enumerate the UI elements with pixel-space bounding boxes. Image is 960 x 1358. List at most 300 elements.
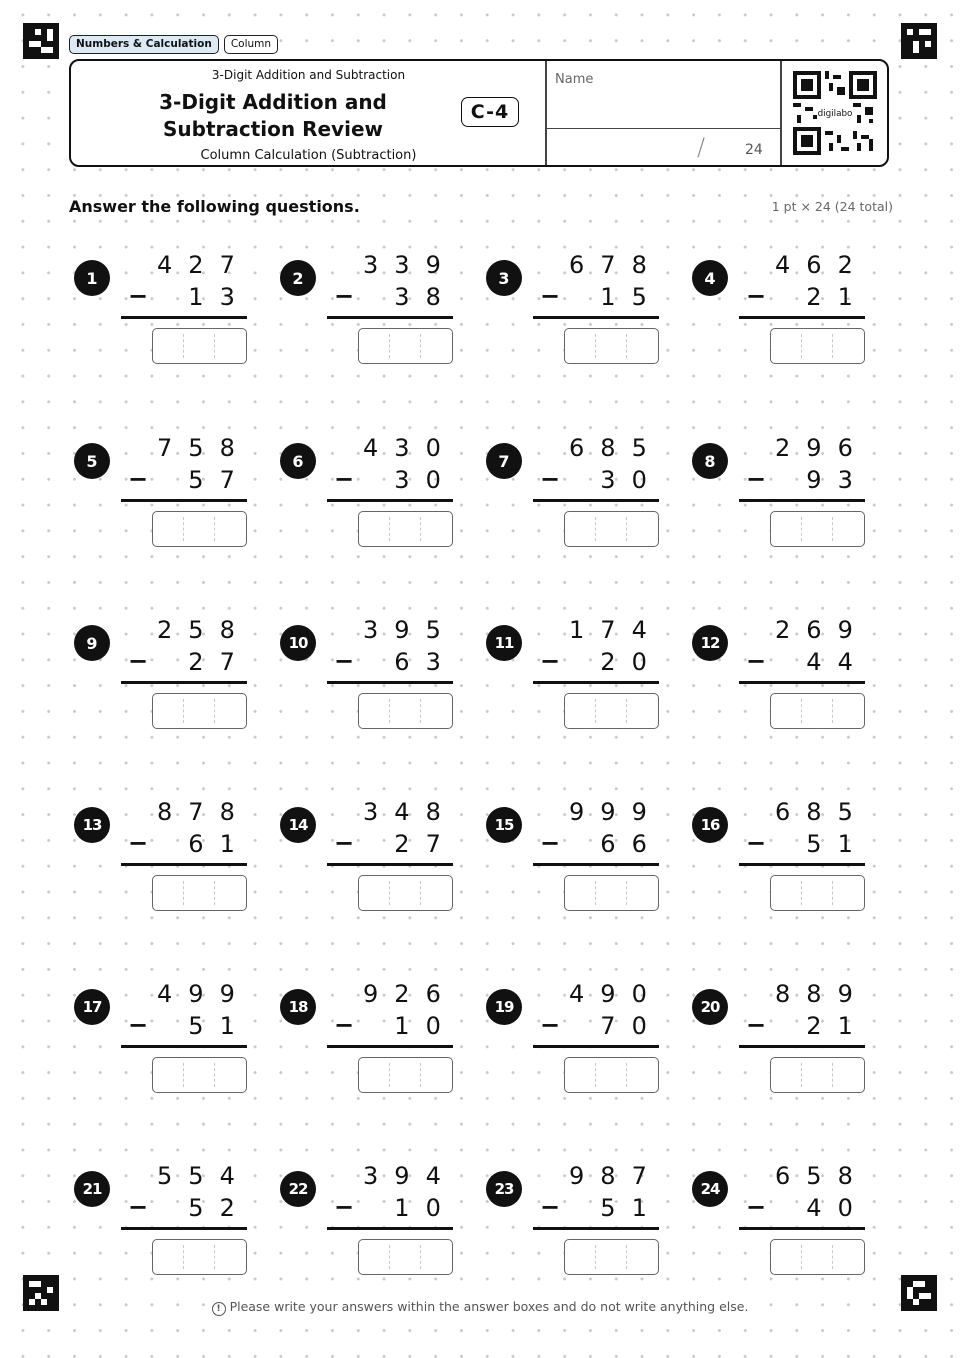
calculation-rule [121,863,247,866]
minuend [767,1160,861,1192]
digit: 1 [188,283,204,311]
minuend [355,249,449,281]
minuend [561,249,655,281]
digit: 0 [631,1012,647,1040]
answer-box[interactable] [152,875,247,911]
digit: 3 [394,283,410,311]
name-field-label: Name [555,72,594,87]
minus-sign: − [334,1011,355,1039]
digit: 3 [837,466,853,494]
qr-caption: digilabo [817,109,853,120]
subtrahend [767,1010,861,1042]
digit: 0 [631,466,647,494]
digit: 7 [219,648,235,676]
instructions: Answer the following questions. [69,197,364,216]
calculation-rule [533,681,659,684]
worksheet-code-badge: C-4 [461,97,519,127]
digit: 8 [600,1162,616,1190]
problem-number: 20 [692,989,728,1025]
subtrahend [561,281,655,313]
subtrahend [355,828,449,860]
problem-number: 2 [280,260,316,296]
answer-box[interactable] [358,1239,453,1275]
answer-box[interactable] [358,1057,453,1093]
subtrahend [355,464,449,496]
digit: 9 [837,616,853,644]
digit: 7 [219,466,235,494]
digit: 0 [631,980,647,1008]
digit: 9 [631,798,647,826]
answer-box[interactable] [358,693,453,729]
digit: 0 [425,434,441,462]
calculation-rule [739,863,865,866]
digit: 6 [837,434,853,462]
answer-box[interactable] [152,511,247,547]
answer-box[interactable] [358,875,453,911]
digit: 1 [837,283,853,311]
answer-box[interactable] [564,328,659,364]
digit: 6 [394,648,410,676]
calculation-rule [327,1227,453,1230]
digit: 6 [631,830,647,858]
digit: 9 [600,980,616,1008]
problem-number: 3 [486,260,522,296]
subtrahend [149,828,243,860]
digit: 6 [806,251,822,279]
calculation-rule [739,499,865,502]
digit: 1 [837,830,853,858]
digit: 9 [837,980,853,1008]
minuend [149,614,243,646]
digit: 2 [188,251,204,279]
digit: 4 [219,1162,235,1190]
calculation-rule [121,1045,247,1048]
problem-number: 19 [486,989,522,1025]
digit: 9 [219,980,235,1008]
digit: 6 [806,616,822,644]
digit: 0 [425,1194,441,1222]
digit: 2 [157,616,173,644]
answer-box[interactable] [770,693,865,729]
minuend [149,432,243,464]
minus-sign: − [128,1011,149,1039]
minus-sign: − [540,1193,561,1221]
minuend [767,978,861,1010]
problem-16 [687,796,887,916]
name-field-line [546,128,780,129]
minus-sign: − [746,1193,767,1221]
digit: 5 [806,1162,822,1190]
digit: 8 [157,798,173,826]
digit: 9 [569,798,585,826]
minus-sign: − [128,465,149,493]
digit: 8 [425,283,441,311]
digit: 9 [600,798,616,826]
digit: 6 [569,251,585,279]
subtrahend [561,1192,655,1224]
digit: 5 [157,1162,173,1190]
digit: 9 [363,980,379,1008]
problem-13 [69,796,269,916]
minuend [355,1160,449,1192]
problem-22 [275,1160,475,1280]
digit: 3 [394,251,410,279]
digit: 9 [806,434,822,462]
problem-21 [69,1160,269,1280]
problem-number: 17 [74,989,110,1025]
answer-box[interactable] [152,328,247,364]
problem-number: 23 [486,1171,522,1207]
calculation-rule [739,316,865,319]
problem-18 [275,978,475,1098]
digit: 7 [219,251,235,279]
score-slash: / [697,133,706,161]
registration-marker-top-left [23,23,59,59]
minuend [149,978,243,1010]
problem-number: 21 [74,1171,110,1207]
digit: 5 [806,830,822,858]
answer-box[interactable] [564,875,659,911]
problem-9 [69,614,269,734]
digit: 8 [775,980,791,1008]
problem-number: 7 [486,443,522,479]
digit: 0 [631,648,647,676]
subtrahend [355,1192,449,1224]
header-subtitle: 3-Digit Addition and Subtraction [211,68,406,82]
minuend [355,978,449,1010]
calculation-rule [121,681,247,684]
digit: 6 [775,798,791,826]
problem-number: 18 [280,989,316,1025]
subtrahend [561,464,655,496]
answer-box[interactable] [770,1239,865,1275]
digit: 7 [188,798,204,826]
calculation-rule [327,316,453,319]
problem-11 [481,614,681,734]
minuend [149,796,243,828]
digit: 8 [219,434,235,462]
problem-number: 16 [692,807,728,843]
digit: 2 [188,648,204,676]
problem-number: 6 [280,443,316,479]
digit: 6 [569,434,585,462]
calculation-rule [121,316,247,319]
problem-number: 8 [692,443,728,479]
digit: 8 [600,434,616,462]
subtrahend [767,1192,861,1224]
subtrahend [561,1010,655,1042]
digit: 9 [394,616,410,644]
digit: 1 [219,830,235,858]
digit: 5 [188,616,204,644]
minus-sign: − [334,282,355,310]
digit: 7 [600,251,616,279]
digit: 5 [188,1194,204,1222]
warning-icon: ! [212,1302,226,1316]
calculation-rule [121,499,247,502]
footer-note [0,1299,960,1316]
subtrahend [149,646,243,678]
digit: 4 [775,251,791,279]
problem-number: 24 [692,1171,728,1207]
problem-1 [69,249,269,369]
digit: 4 [394,798,410,826]
digit: 8 [425,798,441,826]
subtrahend [767,464,861,496]
digit: 8 [631,251,647,279]
minus-sign: − [334,1193,355,1221]
subtrahend [355,646,449,678]
digit: 9 [569,1162,585,1190]
header-divider [780,61,782,165]
digit: 4 [837,648,853,676]
problem-7 [481,432,681,552]
digit: 9 [425,251,441,279]
digit: 5 [631,434,647,462]
answer-box[interactable] [564,1057,659,1093]
digit: 1 [600,283,616,311]
digit: 1 [631,1194,647,1222]
minuend [355,614,449,646]
problem-14 [275,796,475,916]
registration-marker-top-right [901,23,937,59]
digit: 5 [425,616,441,644]
problem-23 [481,1160,681,1280]
digit: 5 [188,1012,204,1040]
minuend [767,249,861,281]
calculation-rule [533,499,659,502]
digit: 4 [157,980,173,1008]
problem-number: 12 [692,625,728,661]
answer-box[interactable] [358,328,453,364]
calculation-rule [327,863,453,866]
digit: 6 [425,980,441,1008]
subtrahend [767,646,861,678]
problem-15 [481,796,681,916]
digit: 7 [425,830,441,858]
answer-box[interactable] [564,511,659,547]
problem-number: 5 [74,443,110,479]
digit: 8 [806,980,822,1008]
calculation-rule [533,1227,659,1230]
minus-sign: − [128,647,149,675]
digit: 2 [219,1194,235,1222]
subtrahend [767,828,861,860]
answer-box[interactable] [152,1239,247,1275]
digit: 2 [837,251,853,279]
header-kind: Column Calculation (Subtraction) [200,148,417,163]
digit: 8 [806,798,822,826]
digit: 1 [569,616,585,644]
minus-sign: − [746,282,767,310]
calculation-rule [533,316,659,319]
problem-24 [687,1160,887,1280]
minuend [561,432,655,464]
minuend [767,796,861,828]
answer-box[interactable] [770,1057,865,1093]
digit: 6 [600,830,616,858]
problem-19 [481,978,681,1098]
digit: 3 [363,798,379,826]
subtrahend [767,281,861,313]
digit: 7 [157,434,173,462]
digit: 4 [806,648,822,676]
digit: 1 [394,1194,410,1222]
problem-number: 10 [280,625,316,661]
problem-20 [687,978,887,1098]
minuend [355,432,449,464]
minuend [561,614,655,646]
minuend [561,1160,655,1192]
digit: 2 [600,648,616,676]
problem-number: 14 [280,807,316,843]
minus-sign: − [334,465,355,493]
footer-text: Please write your answers within the answer boxes and do not write anything else. [229,1299,749,1314]
minuend [149,1160,243,1192]
digit: 3 [394,434,410,462]
digit: 2 [775,434,791,462]
problem-number: 4 [692,260,728,296]
digit: 5 [631,283,647,311]
problem-2 [275,249,475,369]
problem-number: 15 [486,807,522,843]
problem-12 [687,614,887,734]
digit: 4 [425,1162,441,1190]
digit: 9 [394,1162,410,1190]
answer-box[interactable] [358,511,453,547]
problem-6 [275,432,475,552]
problem-number: 13 [74,807,110,843]
calculation-rule [327,499,453,502]
digit: 3 [363,251,379,279]
digit: 6 [188,830,204,858]
digit: 8 [219,616,235,644]
tag-numbers-calculation: Numbers & Calculation [69,35,219,54]
digit: 7 [600,616,616,644]
digit: 1 [837,1012,853,1040]
calculation-rule [533,1045,659,1048]
digit: 4 [806,1194,822,1222]
calculation-rule [739,681,865,684]
digit: 3 [394,466,410,494]
problem-number: 9 [74,625,110,661]
digit: 5 [188,466,204,494]
digit: 8 [837,1162,853,1190]
minus-sign: − [746,1011,767,1039]
calculation-rule [121,1227,247,1230]
score-total: 24 [745,142,763,158]
calculation-rule [739,1227,865,1230]
digit: 3 [219,283,235,311]
digit: 4 [157,251,173,279]
subtrahend [149,1192,243,1224]
answer-box[interactable] [770,511,865,547]
digit: 5 [188,1162,204,1190]
problem-17 [69,978,269,1098]
minus-sign: − [334,647,355,675]
digit: 0 [837,1194,853,1222]
digit: 6 [775,1162,791,1190]
minus-sign: − [746,647,767,675]
problem-number: 11 [486,625,522,661]
category-tags [69,35,278,54]
calculation-rule [327,681,453,684]
digit: 2 [806,283,822,311]
page-title: 3-Digit Addition and Subtraction Review [159,90,387,141]
digit: 5 [188,434,204,462]
subtrahend [561,646,655,678]
digit: 2 [775,616,791,644]
problem-8 [687,432,887,552]
digit: 3 [363,1162,379,1190]
minus-sign: − [540,1011,561,1039]
subtrahend [355,1010,449,1042]
header-divider [545,61,547,165]
digit: 9 [188,980,204,1008]
digit: 3 [600,466,616,494]
digit: 4 [363,434,379,462]
subtrahend [149,464,243,496]
digit: 3 [363,616,379,644]
digit: 0 [425,1012,441,1040]
subtrahend [149,1010,243,1042]
problem-10 [275,614,475,734]
minus-sign: − [128,829,149,857]
problem-number: 22 [280,1171,316,1207]
answer-box[interactable] [564,1239,659,1275]
problem-4 [687,249,887,369]
answer-box[interactable] [564,693,659,729]
minus-sign: − [540,829,561,857]
digit: 8 [219,798,235,826]
minus-sign: − [540,647,561,675]
points-info: 1 pt × 24 (24 total) [771,199,893,214]
subtrahend [355,281,449,313]
minuend [767,614,861,646]
digit: 2 [806,1012,822,1040]
minuend [767,432,861,464]
minuend [149,249,243,281]
tag-column: Column [224,35,278,54]
answer-box[interactable] [152,693,247,729]
calculation-rule [533,863,659,866]
problem-number: 1 [74,260,110,296]
digit: 4 [631,616,647,644]
minus-sign: − [746,829,767,857]
digit: 2 [394,830,410,858]
problem-3 [481,249,681,369]
minus-sign: − [746,465,767,493]
digit: 0 [425,466,441,494]
subtrahend [149,281,243,313]
calculation-rule [739,1045,865,1048]
qr-code-icon [793,71,877,155]
answer-box[interactable] [770,328,865,364]
answer-box[interactable] [152,1057,247,1093]
digit: 7 [600,1012,616,1040]
minuend [561,796,655,828]
digit: 9 [806,466,822,494]
digit: 5 [600,1194,616,1222]
minus-sign: − [128,282,149,310]
worksheet-header [69,59,889,167]
digit: 5 [837,798,853,826]
digit: 1 [394,1012,410,1040]
digit: 4 [569,980,585,1008]
answer-box[interactable] [770,875,865,911]
calculation-rule [327,1045,453,1048]
minuend [561,978,655,1010]
